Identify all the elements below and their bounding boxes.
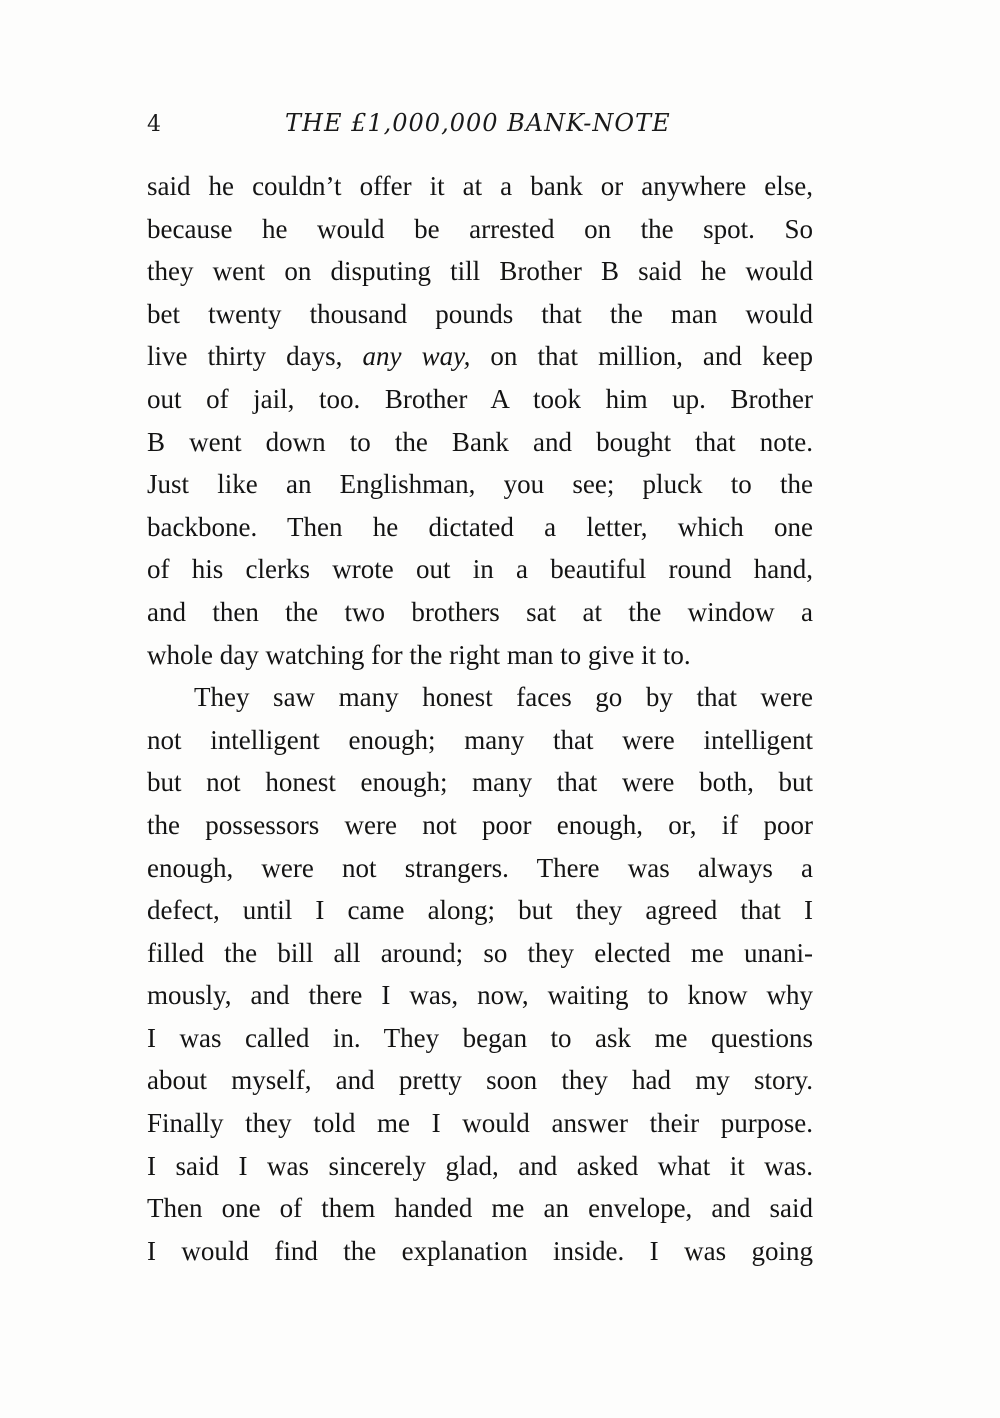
text-line: mously, and there I was, now, waiting to know why <box>147 980 813 1011</box>
text-fragment: live thirty days, <box>147 341 363 372</box>
text-line: Then one of them handed me an envelope, and said <box>147 1193 813 1224</box>
text-line: not intelligent enough; many that were intelligent <box>147 724 813 755</box>
page-number: 4 <box>147 112 161 137</box>
text-line: I said I was sincerely glad, and asked what it was. <box>147 1150 813 1181</box>
text-line: the possessors were not poor enough, or, if poor <box>147 809 813 840</box>
text-fragment: on that million, and keep <box>470 341 813 372</box>
text-line: but not honest enough; many that were both, but <box>147 767 813 798</box>
text-line: and then the two brothers sat at the window a <box>147 596 813 627</box>
paragraph-start-line: They saw many honest faces go by that were <box>194 682 813 713</box>
text-line: B went down to the Bank and bought that note. <box>147 426 813 457</box>
text-line: filled the bill all around; so they elected me unani- <box>147 937 813 968</box>
text-line: because he would be arrested on the spot. So <box>147 213 813 244</box>
text-line: backbone. Then he dictated a letter, which one <box>147 511 813 542</box>
italic-phrase: any way, <box>362 341 471 372</box>
text-line: bet twenty thousand pounds that the man would <box>147 298 813 329</box>
text-line: out of jail, too. Brother A took him up. Brother <box>147 383 813 414</box>
text-line: I would find the explanation inside. I was going <box>147 1235 813 1266</box>
text-line: they went on disputing till Brother B said he would <box>147 256 813 287</box>
text-line: about myself, and pretty soon they had my story. <box>147 1065 813 1096</box>
text-line: defect, until I came along; but they agreed that I <box>147 895 813 926</box>
page-header <box>147 104 813 144</box>
text-line: of his clerks wrote out in a beautiful round hand, <box>147 554 813 585</box>
text-line: Just like an Englishman, you see; pluck to the <box>147 469 813 500</box>
text-line: Finally they told me I would answer their purpose. <box>147 1108 813 1139</box>
paragraph-end-line: whole day watching for the right man to give it to. <box>147 639 691 670</box>
text-line: enough, were not strangers. There was always a <box>147 852 813 883</box>
text-line: said he couldn’t offer it at a bank or anywhere else, <box>147 171 813 201</box>
text-line: I was called in. They began to ask me questions <box>147 1022 813 1053</box>
body-text <box>147 165 813 1272</box>
running-title: THE £1,000,000 BANK-NOTE <box>285 109 671 137</box>
text-line <box>147 335 813 378</box>
